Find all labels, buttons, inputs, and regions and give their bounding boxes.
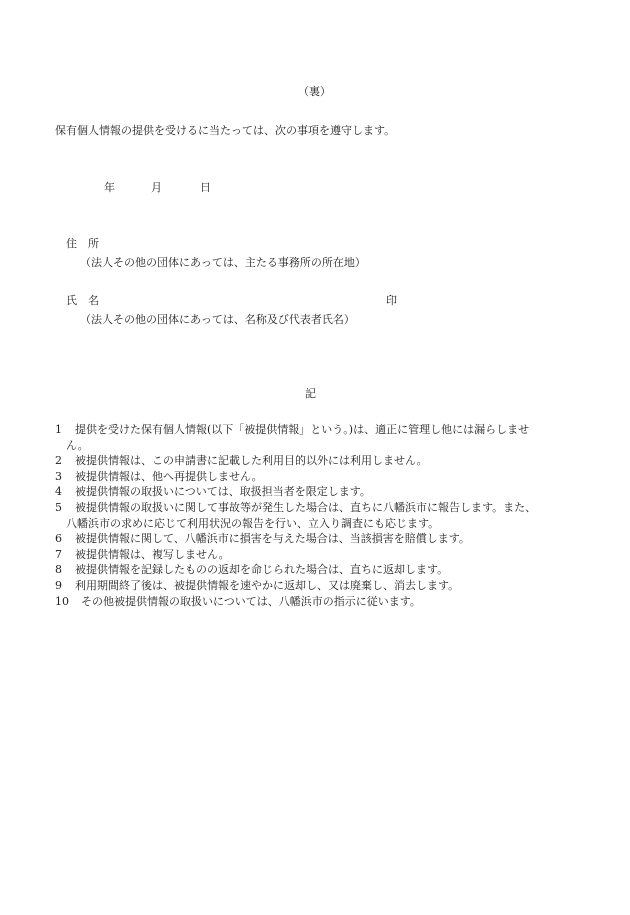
date-day-label: 日 <box>200 181 211 194</box>
item-text: 被提供情報の取扱いについては、取扱担当者を限定します。 <box>75 485 371 499</box>
seal-label: 印 <box>386 294 397 307</box>
item-text <box>66 422 585 453</box>
item-number: 4 <box>55 485 62 499</box>
item-text <box>66 500 585 531</box>
list-item <box>55 469 585 485</box>
item-number: 6 <box>55 532 62 546</box>
address-note: （法人その他の団体にあっては、主たる事務所の所在地） <box>80 256 366 269</box>
date-year-label: 年 <box>104 181 115 194</box>
intro-statement: 保有個人情報の提供を受けるに当たっては、次の事項を遵守します。 <box>55 124 396 137</box>
item-text: 被提供情報は、他へ再提供しません。 <box>75 469 263 483</box>
name-label-char-2: 名 <box>88 294 99 307</box>
item-text: その他被提供情報の取扱いについては、八幡浜市の指示に従います。 <box>81 594 421 608</box>
terms-list <box>55 422 585 609</box>
item-number: 1 <box>55 423 62 436</box>
list-item <box>55 422 585 453</box>
list-item <box>55 594 585 610</box>
item-number: 8 <box>55 563 62 577</box>
name-note: （法人その他の団体にあっては、名称及び代表者氏名） <box>80 313 355 326</box>
item-text-line: 被提供情報の取扱いに関して事故等が発生した場合は、直ちに八幡浜市に報告します。また、 <box>75 500 537 514</box>
item-text-line: 提供を受けた保有個人情報(以下「被提供情報」という。)は、適正に管理し他には漏らしませ <box>75 423 530 436</box>
back-side-label: （裏） <box>298 85 331 98</box>
item-number: 10 <box>55 594 69 608</box>
name-label-char-1: 氏 <box>66 294 77 307</box>
item-number: 5 <box>55 500 62 514</box>
item-text-continuation: 八幡浜市の求めに応じて利用状況の報告を行い、立入り調査にも応じます。 <box>66 516 440 530</box>
item-number: 9 <box>55 578 62 592</box>
item-text: 被提供情報は、この申請書に記載した利用目的以外には利用しません。 <box>75 454 428 468</box>
item-number: 2 <box>55 454 62 468</box>
list-item <box>55 578 585 594</box>
address-label <box>66 236 99 251</box>
list-item <box>55 562 585 578</box>
item-number: 3 <box>55 469 62 483</box>
name-label <box>66 293 99 308</box>
item-number: 7 <box>55 547 62 561</box>
item-text-continuation: ん。 <box>66 438 89 452</box>
date-month-label: 月 <box>151 181 162 194</box>
list-item <box>55 484 585 500</box>
list-item <box>55 453 585 469</box>
list-item <box>55 531 585 547</box>
list-item <box>55 500 585 531</box>
address-label-char-2: 所 <box>88 237 99 250</box>
address-label-char-1: 住 <box>66 237 77 250</box>
list-item <box>55 547 585 563</box>
ki-heading: 記 <box>305 387 316 400</box>
item-text: 利用期間終了後は、被提供情報を速やかに返却し、又は廃棄し、消去します。 <box>75 578 460 592</box>
item-text: 被提供情報を記録したものの返却を命じられた場合は、直ちに返却します。 <box>75 563 449 577</box>
item-text: 被提供情報は、複写しません。 <box>75 547 230 561</box>
item-text: 被提供情報に関して、八幡浜市に損害を与えた場合は、当該損害を賠償します。 <box>75 532 470 546</box>
